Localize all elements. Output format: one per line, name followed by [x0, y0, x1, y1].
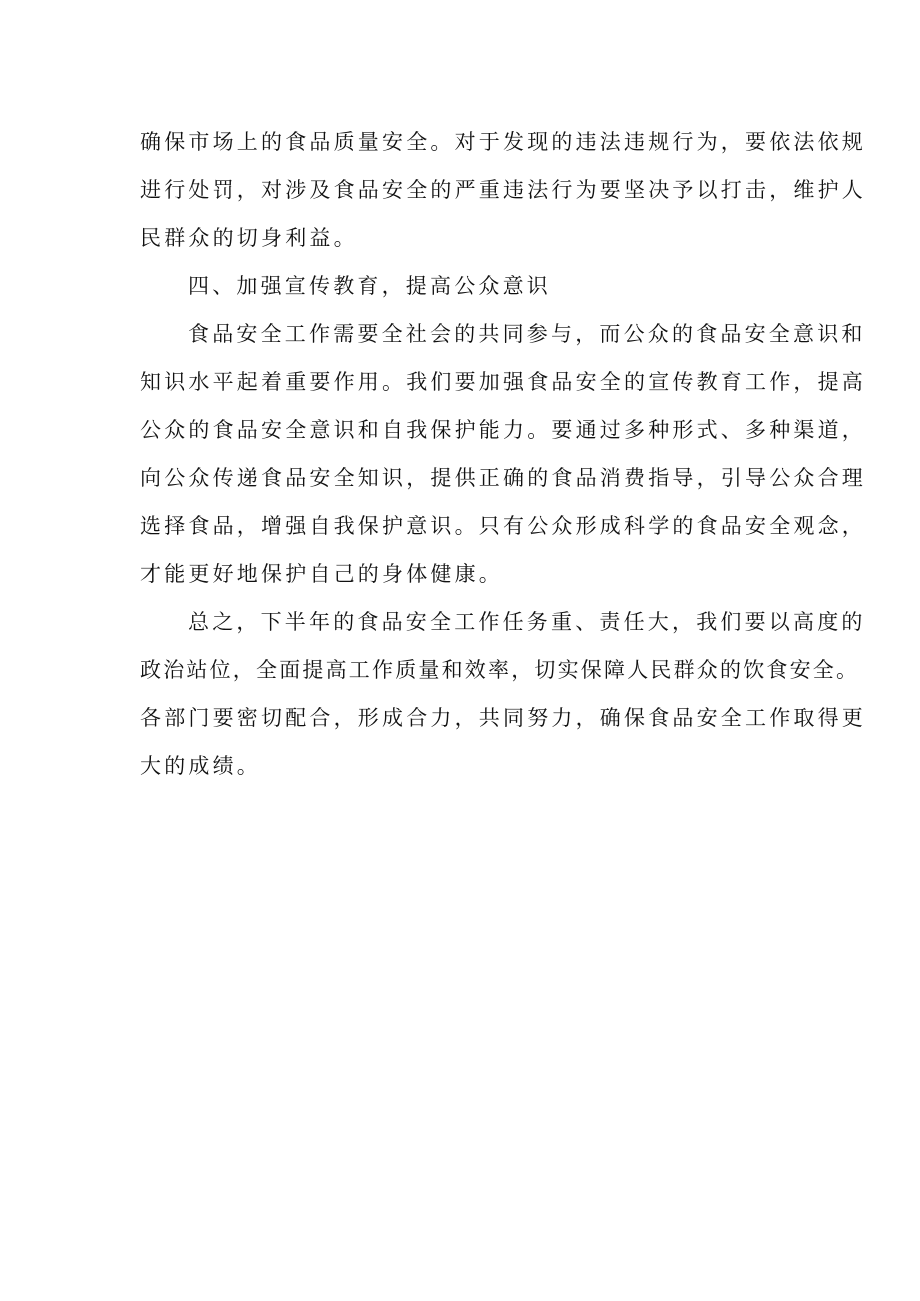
body-line: 食品安全工作需要全社会的共同参与，而公众的食品安全意识和 — [188, 322, 866, 346]
body-line: 民群众的切身利益。 — [140, 226, 358, 250]
body-line: 大的成绩。 — [140, 754, 261, 778]
body-line: 公众的食品安全意识和自我保护能力。要通过多种形式、多种渠道， — [140, 418, 866, 442]
body-line: 知识水平起着重要作用。我们要加强食品安全的宣传教育工作，提高 — [140, 370, 866, 394]
body-line: 才能更好地保护自己的身体健康。 — [140, 562, 503, 586]
body-line: 确保市场上的食品质量安全。对于发现的违法违规行为，要依法依规 — [140, 130, 866, 154]
section-heading: 四、加强宣传教育，提高公众意识 — [188, 274, 551, 298]
body-line: 向公众传递食品安全知识，提供正确的食品消费指导，引导公众合理 — [140, 466, 866, 490]
document-body — [140, 118, 866, 790]
body-line: 进行处罚，对涉及食品安全的严重违法行为要坚决予以打击，维护人 — [140, 178, 866, 202]
body-line: 选择食品，增强自我保护意识。只有公众形成科学的食品安全观念， — [140, 514, 866, 538]
body-line: 各部门要密切配合，形成合力，共同努力，确保食品安全工作取得更 — [140, 706, 866, 730]
body-line: 总之，下半年的食品安全工作任务重、责任大，我们要以高度的 — [188, 610, 866, 634]
body-line: 政治站位，全面提高工作质量和效率，切实保障人民群众的饮食安全。 — [140, 658, 860, 682]
